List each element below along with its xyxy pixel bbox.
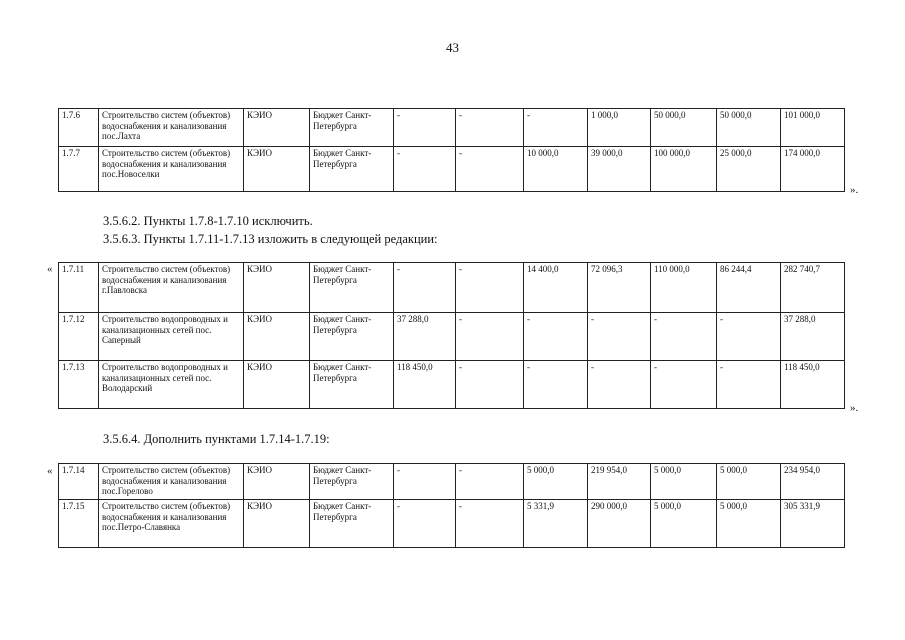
- table-row: [59, 464, 845, 500]
- cell-value-2018: 5 000,0: [717, 464, 781, 500]
- cell-value-2015: 14 400,0: [524, 263, 588, 313]
- cell-total: 305 331,9: [781, 500, 845, 548]
- cell-value-2013: -: [394, 147, 456, 192]
- cell-value-2014: -: [456, 109, 524, 147]
- cell-funding-source: Бюджет Санкт-Петербурга: [310, 109, 394, 147]
- cell-value-2017: 5 000,0: [651, 464, 717, 500]
- cell-value-2017: -: [651, 361, 717, 409]
- opening-quote-2: «: [47, 263, 53, 275]
- cell-value-2016: 290 000,0: [588, 500, 651, 548]
- cell-funding-source: Бюджет Санкт-Петербурга: [310, 500, 394, 548]
- cell-value-2015: -: [524, 313, 588, 361]
- cell-value-2013: -: [394, 500, 456, 548]
- closing-mark-1: ».: [850, 184, 859, 196]
- cell-funding-source: Бюджет Санкт-Петербурга: [310, 464, 394, 500]
- cell-total: 282 740,7: [781, 263, 845, 313]
- cell-value-2018: -: [717, 361, 781, 409]
- cell-total: 37 288,0: [781, 313, 845, 361]
- cell-funding-source: Бюджет Санкт-Петербурга: [310, 263, 394, 313]
- cell-value-2017: 50 000,0: [651, 109, 717, 147]
- cell-value-2014: -: [456, 147, 524, 192]
- cell-value-2014: -: [456, 361, 524, 409]
- program-table-2: [58, 262, 845, 409]
- cell-funding-source: Бюджет Санкт-Петербурга: [310, 313, 394, 361]
- cell-value-2018: 25 000,0: [717, 147, 781, 192]
- paragraph-3-5-6-2: 3.5.6.2. Пункты 1.7.8-1.7.10 исключить.: [103, 214, 313, 228]
- cell-event-name: Строительство систем (объектов) водоснабжения и канализования пос.Петро-Славянка: [99, 500, 244, 548]
- cell-value-2014: -: [456, 464, 524, 500]
- cell-value-2015: -: [524, 361, 588, 409]
- cell-value-2015: 5 000,0: [524, 464, 588, 500]
- cell-value-2017: 100 000,0: [651, 147, 717, 192]
- cell-item-number: 1.7.6: [59, 109, 99, 147]
- cell-value-2014: -: [456, 313, 524, 361]
- cell-value-2018: 50 000,0: [717, 109, 781, 147]
- cell-event-name: Строительство водопроводных и канализационных сетей пос. Саперный: [99, 313, 244, 361]
- cell-value-2018: 86 244,4: [717, 263, 781, 313]
- cell-value-2013: 37 288,0: [394, 313, 456, 361]
- cell-value-2018: -: [717, 313, 781, 361]
- cell-total: 118 450,0: [781, 361, 845, 409]
- cell-value-2017: -: [651, 313, 717, 361]
- cell-executor: КЭИО: [244, 313, 310, 361]
- table-row: [59, 313, 845, 361]
- cell-event-name: Строительство систем (объектов) водоснабжения и канализования пос.Горелово: [99, 464, 244, 500]
- cell-value-2016: 39 000,0: [588, 147, 651, 192]
- table-row: [59, 147, 845, 192]
- cell-value-2013: 118 450,0: [394, 361, 456, 409]
- cell-value-2015: 10 000,0: [524, 147, 588, 192]
- opening-quote-3: «: [47, 465, 53, 477]
- cell-value-2016: 72 096,3: [588, 263, 651, 313]
- cell-executor: КЭИО: [244, 500, 310, 548]
- cell-item-number: 1.7.7: [59, 147, 99, 192]
- cell-executor: КЭИО: [244, 464, 310, 500]
- program-table-1: [58, 108, 845, 192]
- paragraph-3-5-6-3: 3.5.6.3. Пункты 1.7.11-1.7.13 изложить в следующей редакции:: [103, 232, 438, 246]
- cell-value-2014: -: [456, 500, 524, 548]
- cell-value-2013: -: [394, 263, 456, 313]
- closing-mark-2: ».: [850, 402, 859, 414]
- program-table-3: [58, 463, 845, 548]
- cell-item-number: 1.7.12: [59, 313, 99, 361]
- cell-value-2015: 5 331,9: [524, 500, 588, 548]
- cell-value-2016: -: [588, 361, 651, 409]
- cell-item-number: 1.7.11: [59, 263, 99, 313]
- cell-value-2013: -: [394, 109, 456, 147]
- cell-funding-source: Бюджет Санкт-Петербурга: [310, 147, 394, 192]
- cell-funding-source: Бюджет Санкт-Петербурга: [310, 361, 394, 409]
- cell-event-name: Строительство систем (объектов) водоснабжения и канализования г.Павловска: [99, 263, 244, 313]
- paragraph-3-5-6-4: 3.5.6.4. Дополнить пунктами 1.7.14-1.7.19:: [103, 432, 330, 446]
- cell-value-2015: -: [524, 109, 588, 147]
- cell-value-2016: -: [588, 313, 651, 361]
- table-row: [59, 109, 845, 147]
- table-row: [59, 263, 845, 313]
- cell-value-2017: 110 000,0: [651, 263, 717, 313]
- cell-value-2013: -: [394, 464, 456, 500]
- cell-value-2017: 5 000,0: [651, 500, 717, 548]
- cell-event-name: Строительство систем (объектов) водоснабжения и канализования пос.Новоселки: [99, 147, 244, 192]
- cell-item-number: 1.7.13: [59, 361, 99, 409]
- cell-value-2018: 5 000,0: [717, 500, 781, 548]
- cell-executor: КЭИО: [244, 361, 310, 409]
- cell-event-name: Строительство систем (объектов) водоснабжения и канализования пос.Лахта: [99, 109, 244, 147]
- cell-value-2016: 219 954,0: [588, 464, 651, 500]
- cell-value-2016: 1 000,0: [588, 109, 651, 147]
- cell-item-number: 1.7.15: [59, 500, 99, 548]
- table-row: [59, 361, 845, 409]
- cell-total: 174 000,0: [781, 147, 845, 192]
- cell-value-2014: -: [456, 263, 524, 313]
- page-number: 43: [446, 40, 459, 55]
- cell-total: 101 000,0: [781, 109, 845, 147]
- cell-executor: КЭИО: [244, 147, 310, 192]
- cell-event-name: Строительство водопроводных и канализационных сетей пос. Володарский: [99, 361, 244, 409]
- cell-executor: КЭИО: [244, 109, 310, 147]
- table-row: [59, 500, 845, 548]
- cell-total: 234 954,0: [781, 464, 845, 500]
- cell-item-number: 1.7.14: [59, 464, 99, 500]
- cell-executor: КЭИО: [244, 263, 310, 313]
